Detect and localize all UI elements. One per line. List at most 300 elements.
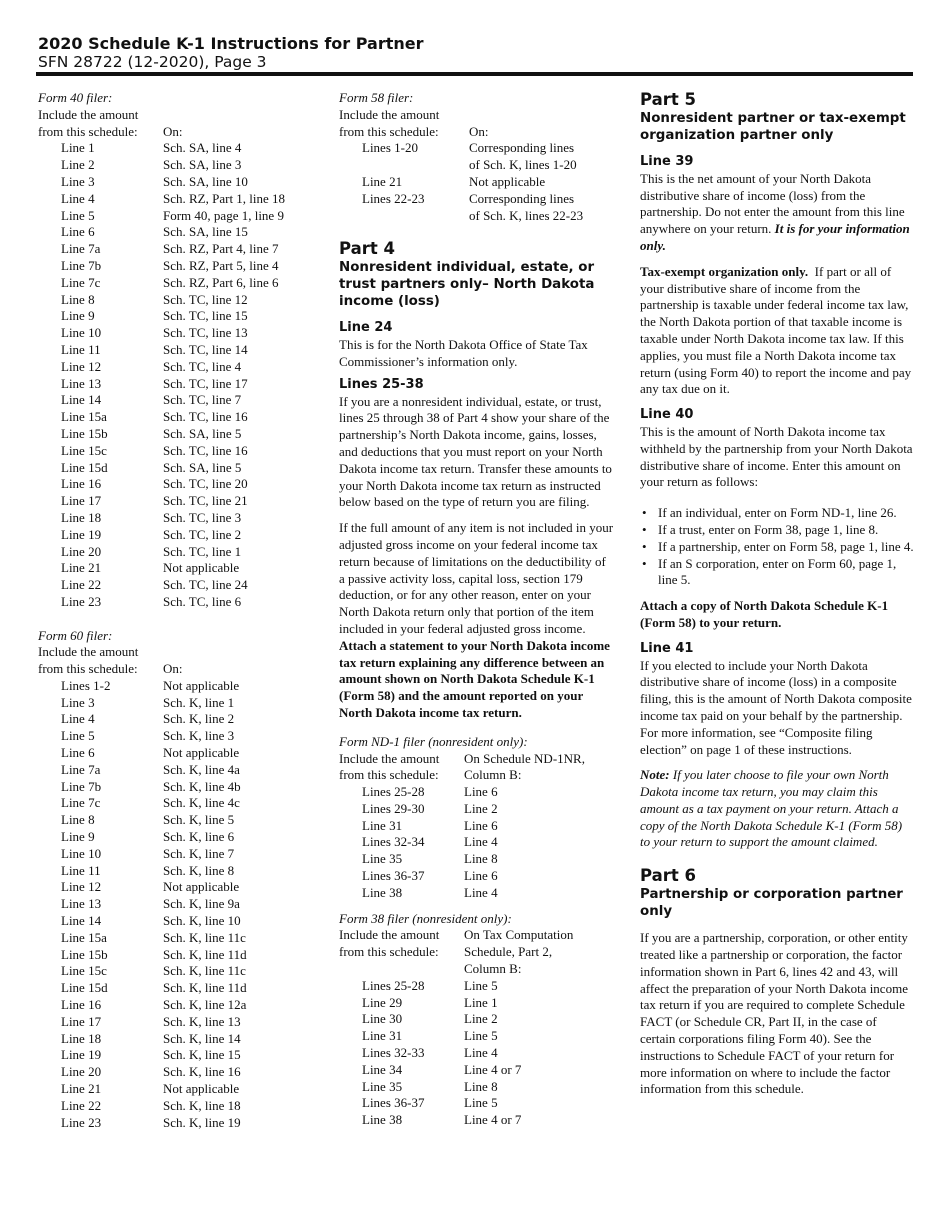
schedule-line-cell: Line 21 — [61, 560, 102, 576]
target-line-cell: Sch. K, line 9a — [163, 896, 240, 912]
target-line-cell: Line 8 — [464, 1078, 498, 1094]
schedule-line-cell: Line 38 — [362, 884, 403, 900]
target-line-cell: Sch. TC, line 4 — [163, 358, 242, 374]
target-line-cell: Sch. SA, line 5 — [163, 425, 242, 441]
target-line-cell: Sch. K, line 3 — [163, 728, 235, 744]
list-item: • If an S corporation, enter on Form 60, page 1, line 5. — [640, 556, 915, 590]
target-line-cell: Not applicable — [469, 173, 546, 189]
target-line-cell: Line 4 or 7 — [464, 1112, 522, 1128]
target-line-cell: Sch. TC, line 15 — [163, 308, 248, 324]
schedule-line-cell: Line 2 — [61, 157, 95, 173]
target-line-cell: Not applicable — [163, 745, 240, 761]
form60-rows — [38, 678, 247, 1132]
part4-attach-statement: Attach a statement to your North Dakota income tax return explaining any difference between an amount shown on North Dakota Schedule K-1 (Form 58) and the amount reported on your North Dakota income tax return. — [339, 637, 610, 720]
form58-intro1: Include the amount — [339, 106, 440, 122]
schedule-line-cell: Lines 1-20 — [362, 140, 418, 156]
target-line-cell: Sch. TC, line 17 — [163, 375, 248, 391]
schedule-line-cell — [339, 157, 469, 174]
table-row — [38, 863, 247, 880]
target-line-cell: Sch. SA, line 10 — [163, 173, 248, 189]
form58-intro2: from this schedule: — [339, 123, 439, 139]
table-row — [38, 1064, 247, 1081]
schedule-line-cell: Line 35 — [362, 851, 403, 867]
target-line-cell: Sch. K, line 7 — [163, 845, 235, 861]
schedule-line-cell: Line 11 — [61, 862, 101, 878]
lines25-38-text: If you are a nonresident individual, estate, or trust, lines 25 through 38 of Part 4 show your share of the partnership’s North Dakota income, gains, losses, and deductions that you must report on your North Dakota income tax return. Transfer these amounts to your North Dakota income tax return as instructed below based on the type of return you are filing. — [339, 393, 612, 510]
form40-intro2: from this schedule: — [38, 123, 138, 139]
table-row — [38, 1014, 247, 1031]
schedule-line-cell: Line 10 — [61, 325, 102, 341]
schedule-line-cell: Line 23 — [61, 593, 102, 609]
target-line-cell: Sch. SA, line 5 — [163, 459, 242, 475]
schedule-line-cell: Line 30 — [362, 1011, 403, 1027]
target-line-cell: Sch. SA, line 15 — [163, 224, 248, 240]
form58-title: Form 58 filer: — [339, 90, 414, 105]
schedule-line-cell: Lines 29-30 — [362, 800, 425, 816]
schedule-line-cell: Line 15c — [61, 963, 107, 979]
schedule-line-cell: Line 15c — [61, 442, 107, 458]
part5-subheading: Nonresident partner or tax-exempt organization partner only — [640, 111, 906, 143]
schedule-line-cell: Line 7c — [61, 795, 101, 811]
target-line-cell: Line 5 — [464, 1095, 498, 1111]
schedule-line-cell: Line 15b — [61, 425, 108, 441]
table-row — [339, 1045, 573, 1062]
schedule-line-cell: Line 1 — [61, 140, 95, 156]
target-line-cell: Sch. K, line 11c — [163, 929, 246, 945]
table-row — [38, 695, 247, 712]
table-row — [339, 995, 573, 1012]
target-line-cell: Sch. RZ, Part 1, line 18 — [163, 190, 286, 206]
target-line-cell: Sch. K, line 6 — [163, 829, 235, 845]
form40-intro1: Include the amount — [38, 106, 139, 122]
schedule-line-cell: Line 31 — [362, 817, 403, 833]
table-row — [339, 140, 583, 157]
target-line-cell: Not applicable — [163, 879, 240, 895]
target-line-cell: Sch. TC, line 21 — [163, 493, 248, 509]
taxexempt-paragraph — [640, 264, 915, 398]
schedule-line-cell: Line 12 — [61, 879, 102, 895]
table-row — [38, 762, 247, 779]
schedule-line-cell: Line 15a — [61, 929, 107, 945]
table-row — [38, 342, 285, 359]
schedule-line-cell: Lines 36-37 — [362, 868, 425, 884]
table-row — [339, 868, 585, 885]
target-line-cell: Line 5 — [464, 977, 498, 993]
target-line-cell: Sch. SA, line 4 — [163, 140, 242, 156]
table-row — [38, 241, 285, 258]
table-row — [339, 784, 585, 801]
target-line-cell: Line 5 — [464, 1028, 498, 1044]
table-row — [38, 1115, 247, 1132]
target-line-cell: Line 6 — [464, 784, 498, 800]
schedule-line-cell: Lines 32-34 — [362, 834, 425, 850]
form38-rows — [339, 978, 573, 1129]
schedule-line-cell: Line 12 — [61, 358, 102, 374]
schedule-line-cell: Line 7a — [61, 241, 101, 257]
table-row — [38, 678, 247, 695]
line40-text: This is the amount of North Dakota income tax withheld by the partnership from your North Dakota distributive share of income. Enter this amount on your return as follows: — [640, 423, 913, 490]
table-row — [38, 745, 247, 762]
table-row — [339, 1112, 573, 1129]
table-row — [38, 879, 247, 896]
target-line-cell: of Sch. K, lines 22-23 — [469, 207, 584, 223]
line40-bullet-list — [640, 505, 915, 589]
schedule-line-cell: Line 15d — [61, 980, 108, 996]
table-row — [38, 779, 247, 796]
table-row — [339, 851, 585, 868]
table-row — [38, 174, 285, 191]
table-row — [38, 560, 285, 577]
schedule-line-cell: Line 38 — [362, 1112, 403, 1128]
target-line-cell: Sch. K, line 4c — [163, 795, 240, 811]
schedule-line-cell: Line 9 — [61, 829, 95, 845]
part4-heading: Part 4 — [339, 239, 396, 259]
schedule-line-cell: Line 15d — [61, 459, 108, 475]
schedule-line-cell: Line 31 — [362, 1028, 403, 1044]
form38-on3: Column B: — [464, 961, 522, 977]
target-line-cell: Corresponding lines — [469, 190, 575, 206]
schedule-line-cell: Line 4 — [61, 190, 95, 206]
table-row — [38, 1081, 247, 1098]
note-text: If you later choose to file your own North Dakota income tax return, you may claim this amount as a tax payment on your return. Attach a copy of the North Dakota Schedule K-1 (Form 58) to your return to support the amount claimed. — [640, 767, 903, 850]
form38-on1: On Tax Computation — [464, 927, 574, 943]
form38-title: Form 38 filer (nonresident only): — [339, 910, 512, 926]
target-line-cell: Sch. K, line 11d — [163, 980, 247, 996]
table-row — [38, 997, 247, 1014]
table-row — [38, 896, 247, 913]
schedule-line-cell: Lines 32-33 — [362, 1045, 425, 1061]
list-item: • If a trust, enter on Form 38, page 1, line 8. — [640, 522, 915, 539]
table-row — [38, 980, 247, 997]
target-line-cell: Sch. RZ, Part 4, line 7 — [163, 241, 279, 257]
target-line-cell: Sch. TC, line 16 — [163, 442, 248, 458]
target-line-cell: Line 2 — [464, 800, 498, 816]
table-row — [38, 510, 285, 527]
table-row — [339, 801, 585, 818]
table-row — [339, 174, 583, 191]
form60-intro2: from this schedule: — [38, 661, 138, 677]
target-line-cell: Sch. TC, line 1 — [163, 543, 242, 559]
target-line-cell: Sch. TC, line 24 — [163, 577, 248, 593]
form60-intro1: Include the amount — [38, 644, 139, 660]
part5-heading: Part 5 — [640, 90, 697, 109]
line40-heading: Line 40 — [640, 407, 694, 423]
target-line-cell: Not applicable — [163, 677, 240, 693]
schedule-line-cell: Line 21 — [61, 1081, 102, 1097]
target-line-cell: Sch. K, line 13 — [163, 1013, 241, 1029]
target-line-cell: Line 4 or 7 — [464, 1061, 522, 1077]
table-row — [38, 812, 247, 829]
schedule-line-cell: Lines 22-23 — [362, 190, 425, 206]
table-row — [38, 325, 285, 342]
schedule-line-cell: Lines 25-28 — [362, 784, 425, 800]
form38-on2: Schedule, Part 2, — [464, 944, 553, 960]
target-line-cell: Sch. K, line 18 — [163, 1097, 241, 1113]
form40-title: Form 40 filer: — [38, 90, 113, 105]
schedule-line-cell: Line 35 — [362, 1078, 403, 1094]
schedule-line-cell: Lines 1-2 — [61, 677, 111, 693]
schedule-line-cell: Line 22 — [61, 577, 102, 593]
schedule-line-cell: Line 20 — [61, 543, 102, 559]
table-row — [38, 728, 247, 745]
table-row — [38, 930, 247, 947]
schedule-line-cell: Line 17 — [61, 1013, 102, 1029]
part6-subheading: Partnership or corporation partner only — [640, 887, 903, 920]
form40-table — [38, 124, 285, 611]
target-line-cell: Line 8 — [464, 851, 498, 867]
taxexempt-label: Tax-exempt organization only. — [640, 263, 809, 279]
schedule-line-cell — [339, 208, 469, 225]
form38-table — [339, 927, 573, 1129]
schedule-line-cell: Line 7b — [61, 257, 102, 273]
note-paragraph — [640, 767, 915, 851]
formnd1-intro1: Include the amount — [339, 750, 440, 766]
target-line-cell: Sch. RZ, Part 6, line 6 — [163, 274, 279, 290]
schedule-line-cell: Line 7c — [61, 274, 101, 290]
form60-on: On: — [163, 661, 183, 677]
target-line-cell: Sch. RZ, Part 5, line 4 — [163, 257, 279, 273]
line24-heading: Line 24 — [339, 320, 393, 336]
formnd1-rows — [339, 784, 585, 902]
target-line-cell: Sch. TC, line 14 — [163, 341, 248, 357]
table-row — [38, 460, 285, 477]
schedule-line-cell: Line 18 — [61, 509, 102, 525]
target-line-cell: Sch. K, line 4a — [163, 761, 240, 777]
schedule-line-cell: Line 20 — [61, 1064, 102, 1080]
table-row — [339, 157, 583, 174]
table-row — [38, 476, 285, 493]
schedule-line-cell: Line 18 — [61, 1030, 102, 1046]
target-line-cell: Sch. SA, line 3 — [163, 157, 242, 173]
table-row — [38, 140, 285, 157]
column-left — [38, 90, 313, 1131]
target-line-cell: Form 40, page 1, line 9 — [163, 207, 284, 223]
part6-heading: Part 6 — [640, 866, 697, 886]
table-row — [38, 409, 285, 426]
table-row — [38, 846, 247, 863]
schedule-line-cell: Line 14 — [61, 392, 102, 408]
header-divider — [36, 72, 913, 76]
target-line-cell: of Sch. K, lines 1-20 — [469, 157, 577, 173]
target-line-cell: Sch. K, line 11c — [163, 963, 246, 979]
line39-emphasis: It is for your information only. — [640, 221, 910, 253]
schedule-line-cell: Line 34 — [362, 1061, 403, 1077]
target-line-cell: Sch. K, line 8 — [163, 862, 235, 878]
part4-subheading: Nonresident individual, estate, or trust partners only– North Dakota income (loss) — [339, 260, 595, 310]
lines25-38-heading: Lines 25-38 — [339, 376, 424, 392]
table-row — [38, 577, 285, 594]
attach-copy-note: Attach a copy of North Dakota Schedule K-1 (Form 58) to your return. — [640, 598, 889, 630]
taxexempt-text: If part or all of your distributive share of income from the partnership is taxable under federal income tax law, the North Dakota portion of that taxable income is taxable under North Dakota income tax law. If this applies, you must file a North Dakota income tax return (using Form 40) to report the income and pay any tax due on it. — [640, 263, 912, 397]
schedule-line-cell: Lines 36-37 — [362, 1095, 425, 1111]
table-row — [38, 963, 247, 980]
schedule-line-cell: Line 9 — [61, 308, 95, 324]
part6-text: If you are a partnership, corporation, or other entity treated like a partnership or corporation, the factor information shown in Part 6, lines 42 and 43, will affect the preparation of your North Dakota income tax return if you are required to complete Schedule FACT (or Schedule CR, Part II, in the case of certain corporations filing Form 40). See the instructions to Schedule FACT of your return for more information on where to include the factor information from this schedule. — [640, 930, 908, 1097]
target-line-cell: Line 4 — [464, 884, 498, 900]
schedule-line-cell: Line 16 — [61, 997, 102, 1013]
table-row — [38, 208, 285, 225]
table-row — [38, 376, 285, 393]
form58-table — [339, 124, 583, 225]
schedule-line-cell: Line 23 — [61, 1114, 102, 1130]
table-row — [38, 275, 285, 292]
schedule-line-cell: Line 4 — [61, 711, 95, 727]
table-row — [38, 544, 285, 561]
target-line-cell: Sch. TC, line 6 — [163, 593, 242, 609]
form-subtitle: SFN 28722 (12-2020), Page 3 — [38, 53, 267, 71]
target-line-cell: Sch. TC, line 7 — [163, 392, 242, 408]
schedule-line-cell: Line 5 — [61, 207, 95, 223]
schedule-line-cell: Line 16 — [61, 476, 102, 492]
table-row — [38, 443, 285, 460]
target-line-cell: Sch. K, line 15 — [163, 1047, 241, 1063]
part4-paragraph-2-text: If the full amount of any item is not included in your adjusted gross income on your federal income tax return because of limitations on the deductibility of a passive activity loss, capital loss, section 179 deduction, or for any other reason, enter on your North Dakota return only that portion of the item included in your federal adjusted gross income. — [339, 520, 614, 636]
table-row — [38, 947, 247, 964]
formnd1-on2: Column B: — [464, 767, 522, 783]
formnd1-title: Form ND-1 filer (nonresident only): — [339, 733, 528, 749]
table-row — [339, 834, 585, 851]
schedule-line-cell: Line 13 — [61, 896, 102, 912]
form38-intro1: Include the amount — [339, 927, 440, 943]
table-row — [38, 191, 285, 208]
target-line-cell: Line 6 — [464, 868, 498, 884]
schedule-line-cell: Line 7a — [61, 761, 101, 777]
schedule-line-cell: Line 29 — [362, 994, 403, 1010]
schedule-line-cell: Line 19 — [61, 526, 102, 542]
target-line-cell: Sch. K, line 11d — [163, 946, 247, 962]
target-line-cell: Line 6 — [464, 817, 498, 833]
table-row — [339, 1028, 573, 1045]
table-row — [38, 258, 285, 275]
column-right — [640, 90, 915, 1098]
schedule-line-cell: Line 6 — [61, 224, 95, 240]
schedule-line-cell: Line 22 — [61, 1097, 102, 1113]
target-line-cell: Sch. TC, line 3 — [163, 509, 242, 525]
table-row — [38, 711, 247, 728]
table-row — [339, 1011, 573, 1028]
line41-heading: Line 41 — [640, 640, 694, 656]
table-row — [38, 1031, 247, 1048]
table-row — [38, 1047, 247, 1064]
target-line-cell: Sch. TC, line 12 — [163, 291, 248, 307]
target-line-cell: Sch. K, line 12a — [163, 997, 247, 1013]
table-row — [339, 885, 585, 902]
table-row — [38, 392, 285, 409]
table-row — [38, 493, 285, 510]
column-middle — [339, 90, 614, 1129]
schedule-line-cell: Line 6 — [61, 745, 95, 761]
page-title: 2020 Schedule K-1 Instructions for Partner — [38, 34, 424, 53]
schedule-line-cell: Line 11 — [61, 341, 101, 357]
target-line-cell: Line 4 — [464, 1045, 498, 1061]
schedule-line-cell: Line 13 — [61, 375, 102, 391]
schedule-line-cell: Line 15b — [61, 946, 108, 962]
schedule-line-cell: Line 5 — [61, 728, 95, 744]
target-line-cell: Not applicable — [163, 1081, 240, 1097]
form60-table — [38, 661, 247, 1131]
part4-paragraph-2 — [339, 520, 614, 722]
target-line-cell: Corresponding lines — [469, 140, 575, 156]
schedule-line-cell: Line 3 — [61, 694, 95, 710]
table-row — [38, 157, 285, 174]
form38-intro2: from this schedule: — [339, 944, 439, 960]
schedule-line-cell: Line 21 — [362, 173, 403, 189]
table-row — [38, 594, 285, 611]
schedule-line-cell: Line 15a — [61, 409, 107, 425]
list-item: • If an individual, enter on Form ND-1, line 26. — [640, 505, 915, 522]
target-line-cell: Not applicable — [163, 560, 240, 576]
schedule-line-cell: Line 8 — [61, 812, 95, 828]
schedule-line-cell: Line 19 — [61, 1047, 102, 1063]
schedule-line-cell: Lines 25-28 — [362, 977, 425, 993]
formnd1-intro2: from this schedule: — [339, 767, 439, 783]
target-line-cell: Sch. K, line 4b — [163, 778, 241, 794]
form40-rows — [38, 140, 285, 610]
target-line-cell: Sch. K, line 19 — [163, 1114, 241, 1130]
formnd1-table — [339, 751, 585, 902]
target-line-cell: Sch. K, line 16 — [163, 1064, 241, 1080]
target-line-cell: Sch. K, line 14 — [163, 1030, 241, 1046]
target-line-cell: Line 2 — [464, 1011, 498, 1027]
table-row — [38, 795, 247, 812]
schedule-line-cell: Line 8 — [61, 291, 95, 307]
table-row — [339, 978, 573, 995]
schedule-line-cell: Line 14 — [61, 913, 102, 929]
table-row — [339, 1079, 573, 1096]
target-line-cell: Sch. TC, line 20 — [163, 476, 248, 492]
line41-text: If you elected to include your North Dakota distributive share of income (loss) in a composite filing, this is the amount of North Dakota composite income tax paid on your behalf by the partnership. For more information, see “Composite filing election” on page 1 of these instructions. — [640, 657, 912, 757]
target-line-cell: Sch. K, line 2 — [163, 711, 235, 727]
target-line-cell: Sch. TC, line 16 — [163, 409, 248, 425]
line24-text: This is for the North Dakota Office of State Tax Commissioner’s information only. — [339, 337, 588, 369]
target-line-cell: Line 4 — [464, 834, 498, 850]
line39-heading: Line 39 — [640, 154, 694, 169]
target-line-cell: Sch. TC, line 13 — [163, 325, 248, 341]
table-row — [38, 359, 285, 376]
list-item: • If a partnership, enter on Form 58, page 1, line 4. — [640, 539, 915, 556]
table-row — [38, 224, 285, 241]
table-row — [339, 818, 585, 835]
table-row — [38, 913, 247, 930]
target-line-cell: Sch. K, line 5 — [163, 812, 235, 828]
table-row — [38, 308, 285, 325]
form40-on: On: — [163, 123, 183, 139]
table-row — [38, 292, 285, 309]
page-header — [38, 34, 424, 72]
line39-text: This is the net amount of your North Dakota distributive share of income (loss) from the partnership. Do not enter the amount from this line anywhere on your return. — [640, 170, 905, 237]
target-line-cell: Sch. TC, line 2 — [163, 526, 242, 542]
table-row — [38, 426, 285, 443]
table-row — [38, 829, 247, 846]
form58-on: On: — [469, 123, 489, 139]
table-row — [38, 527, 285, 544]
form58-rows — [339, 140, 583, 224]
schedule-line-cell: Line 17 — [61, 493, 102, 509]
formnd1-on1: On Schedule ND-1NR, — [464, 750, 585, 766]
target-line-cell: Sch. K, line 10 — [163, 913, 241, 929]
schedule-line-cell: Line 7b — [61, 778, 102, 794]
table-row — [339, 1095, 573, 1112]
table-row — [339, 1062, 573, 1079]
table-row — [38, 1098, 247, 1115]
note-label: Note: — [640, 767, 670, 783]
schedule-line-cell: Line 3 — [61, 173, 95, 189]
form60-title: Form 60 filer: — [38, 627, 113, 643]
table-row — [339, 208, 583, 225]
line39-text-block — [640, 171, 915, 255]
schedule-line-cell: Line 10 — [61, 845, 102, 861]
target-line-cell: Line 1 — [464, 994, 498, 1010]
